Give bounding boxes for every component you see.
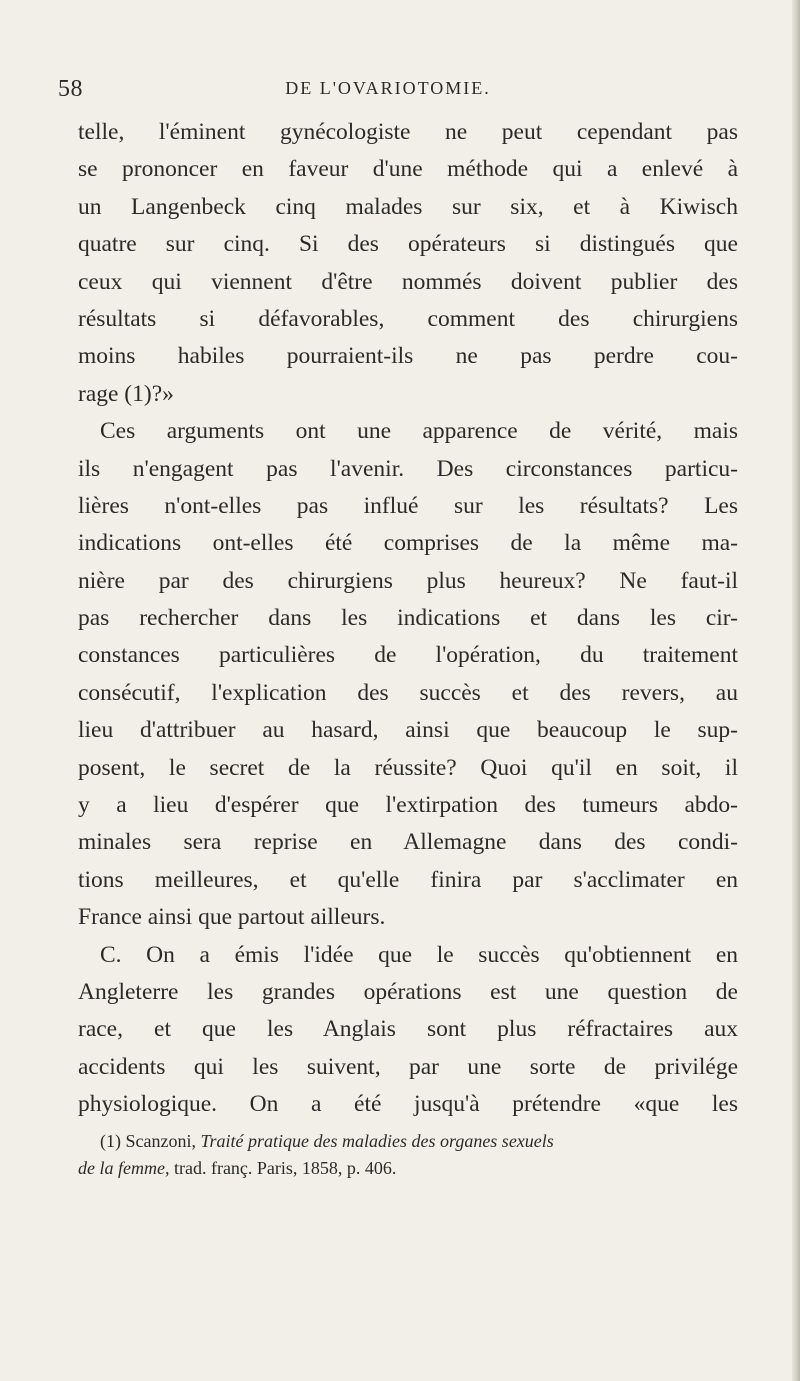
text-line: ceux qui viennent d'être nommés doivent publier des xyxy=(78,268,738,295)
footnote-title: Traité pratique des maladies des organes sexuels xyxy=(200,1131,554,1151)
text-line: lieu d'attribuer au hasard, ainsi que beaucoup le sup- xyxy=(78,717,738,744)
text-line: résultats si défavorables, comment des chirurgiens xyxy=(78,305,738,332)
page-edge xyxy=(792,0,800,1381)
footnote xyxy=(78,1128,738,1182)
paragraph-start-line: Ces arguments ont une apparence de vérité, mais xyxy=(100,418,738,445)
page-header xyxy=(58,76,718,106)
text-line: France ainsi que partout ailleurs. xyxy=(78,904,386,931)
text-line: un Langenbeck cinq malades sur six, et à Kiwisch xyxy=(78,193,738,220)
text-line: minales sera reprise en Allemagne dans des condi- xyxy=(78,829,738,856)
text-line: telle, l'éminent gynécologiste ne peut cependant pas xyxy=(78,119,738,145)
text-line: consécutif, l'explication des succès et des revers, au xyxy=(78,679,738,706)
text-line: pas rechercher dans les indications et dans les cir- xyxy=(78,605,738,632)
text-line: accidents qui les suivent, par une sorte de privilége xyxy=(78,1053,738,1080)
footnote-marker: (1) xyxy=(100,1131,121,1151)
text-line: lières n'ont-elles pas influé sur les résultats? Les xyxy=(78,492,738,519)
footnote-reference: trad. franç. Paris, 1858, p. 406. xyxy=(173,1158,397,1178)
running-head: DE L'OVARIOTOMIE. xyxy=(285,78,491,98)
text-line: rage (1)?» xyxy=(78,380,174,407)
footnote-title-cont: de la femme, xyxy=(78,1158,170,1178)
text-line: indications ont-elles été comprises de la même ma- xyxy=(78,530,738,557)
text-line: Angleterre les grandes opérations est une question de xyxy=(78,978,738,1005)
text-line: physiologique. On a été jusqu'à prétendre «que les xyxy=(78,1091,738,1118)
text-line: moins habiles pourraient-ils ne pas perdre cou- xyxy=(78,343,738,370)
body-text xyxy=(78,114,738,1124)
footnote-line xyxy=(78,1128,738,1155)
text-line: tions meilleures, et qu'elle finira par s'acclimater en xyxy=(78,866,738,893)
page-number: 58 xyxy=(58,76,83,102)
text-line: race, et que les Anglais sont plus réfractaires aux xyxy=(78,1016,738,1043)
footnote-line xyxy=(78,1155,738,1182)
paragraph-start-line: C. On a émis l'idée que le succès qu'obtiennent en xyxy=(100,941,738,968)
text-line: y a lieu d'espérer que l'extirpation des tumeurs abdo- xyxy=(78,792,738,819)
text-line: quatre sur cinq. Si des opérateurs si distingués que xyxy=(78,231,738,258)
text-line: nière par des chirurgiens plus heureux? Ne faut-il xyxy=(78,567,738,594)
text-line: constances particulières de l'opération, du traitement xyxy=(78,642,738,669)
text-line: posent, le secret de la réussite? Quoi qu'il en soit, il xyxy=(78,754,738,781)
footnote-author: Scanzoni, xyxy=(125,1131,196,1151)
text-line: ils n'engagent pas l'avenir. Des circonstances particu- xyxy=(78,455,738,482)
text-line: se prononcer en faveur d'une méthode qui a enlevé à xyxy=(78,156,738,183)
